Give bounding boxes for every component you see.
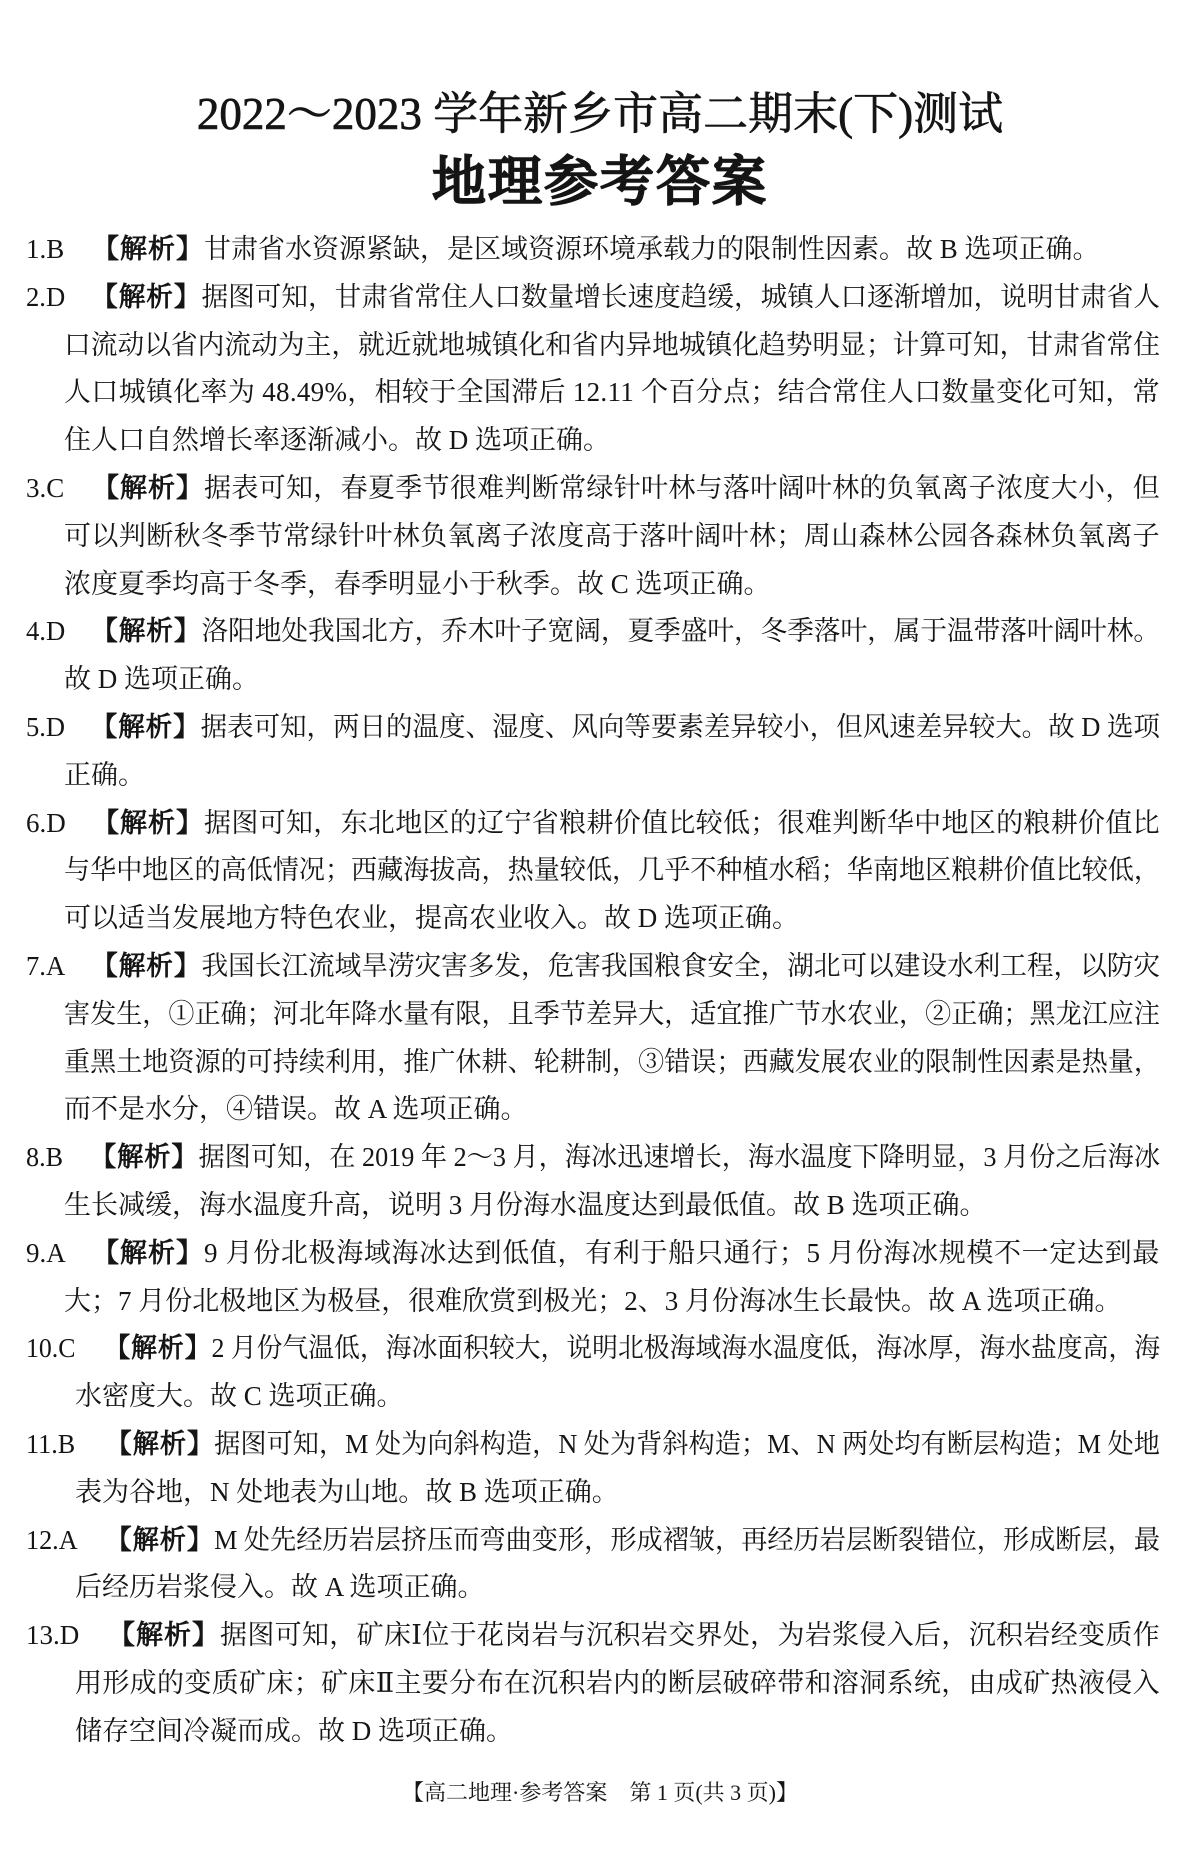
answer-text: 我国长江流域旱涝灾害多发，危害我国粮食安全，湖北可以建设水利工程，以防灾: [201, 950, 1160, 981]
answer-text: 与华中地区的高低情况；西藏海拔高，热量较低，几乎不种植水稻；华南地区粮耕价值比较低，: [64, 855, 1160, 886]
answer-line: [0, 465, 1160, 513]
line-content: [26, 1230, 1160, 1278]
line-content: [26, 1517, 1160, 1565]
answer-text: 可以判断秋冬季节常绿针叶林负氧离子浓度高于落叶阔叶林；周山森林公园各森林负氧离子: [64, 520, 1160, 551]
answer-line: [0, 1086, 1160, 1134]
line-content: [26, 608, 1160, 656]
answer-text: 甘肃省水资源紧缺，是区域资源环境承载力的限制性因素。故 B 选项正确。: [204, 234, 1100, 264]
answer-line: [0, 274, 1160, 322]
answer-line: [0, 752, 1160, 800]
answer-text: 重黑土地资源的可持续利用，推广休耕、轮耕制，③错误；西藏发展农业的限制性因素是热量，: [64, 1046, 1160, 1077]
answer-item: [0, 1325, 1200, 1421]
answer-number: 11.B: [26, 1428, 76, 1459]
answer-text: 人口城镇化率为 48.49%，相较于全国滞后 12.11 个百分点；结合常住人口数量变化可知，常: [64, 377, 1160, 408]
answer-text: M 处先经历岩层挤压而弯曲变形，形成褶皱，再经历岩层断裂错位，形成断层，最: [214, 1524, 1161, 1555]
answer-number: 6.D: [26, 807, 66, 838]
answer-line: [0, 704, 1160, 752]
line-content: [64, 895, 799, 943]
answer-line: [0, 226, 1160, 274]
line-content: [64, 656, 259, 704]
answer-text: 故 D 选项正确。: [64, 664, 259, 695]
answer-text: 2 月份气温低，海冰面积较大，说明北极海域海水温度低，海冰厚，海水盐度高，海: [211, 1333, 1160, 1364]
line-content: [75, 1373, 404, 1421]
answer-number: 1.B: [26, 234, 65, 264]
answer-text: 表为谷地，N 处地表为山地。故 B 选项正确。: [75, 1476, 619, 1507]
analysis-label: 【解析】: [92, 472, 204, 503]
answer-text: 据图可知，M 处为向斜构造，N 处为背斜构造；M、N 两处均有断层构造；M 处地: [214, 1428, 1160, 1459]
answer-text: 生长减缓，海水温度升高，说明 3 月份海水温度达到最低值。故 B 选项正确。: [64, 1189, 987, 1220]
answer-item: [0, 1134, 1200, 1230]
answer-text: 据图可知，在 2019 年 2～3 月，海冰迅速增长，海水温度下降明显，3 月份之后海冰: [198, 1142, 1161, 1173]
line-content: [75, 1469, 619, 1517]
line-content: [64, 417, 610, 465]
answer-text: 而不是水分，④错误。故 A 选项正确。: [64, 1094, 528, 1125]
answer-line: [0, 322, 1160, 370]
answer-line: [0, 656, 1160, 704]
answer-number: 8.B: [26, 1142, 64, 1173]
answer-line: [0, 1039, 1160, 1087]
analysis-label: 【解析】: [91, 281, 202, 312]
line-content: [26, 943, 1160, 991]
answer-line: [0, 1612, 1160, 1660]
line-content: [64, 991, 1160, 1039]
analysis-label: 【解析】: [92, 1237, 204, 1268]
line-content: [26, 1325, 1160, 1373]
answer-number: 7.A: [26, 950, 66, 981]
line-content: [26, 465, 1160, 513]
page-footer: 【高二地理·参考答案 第 1 页(共 3 页)】: [402, 1780, 798, 1805]
answer-line: [0, 800, 1160, 848]
answer-line: [0, 1373, 1160, 1421]
line-content: [75, 1708, 513, 1756]
answer-text: 用形成的变质矿床；矿床Ⅱ主要分布在沉积岩内的断层破碎带和溶洞系统，由成矿热液侵入: [75, 1667, 1160, 1698]
answer-line: [0, 1230, 1160, 1278]
answer-item: [0, 1612, 1200, 1755]
answer-text: 正确。: [64, 759, 145, 790]
answer-text: 后经历岩浆侵入。故 A 选项正确。: [75, 1572, 485, 1603]
answer-number: 2.D: [26, 281, 66, 312]
answer-item: [0, 274, 1200, 465]
analysis-label: 【解析】: [91, 950, 202, 981]
line-content: [64, 1182, 987, 1230]
answer-text: 住人口自然增长率逐渐减小。故 D 选项正确。: [64, 425, 610, 456]
line-content: [64, 1086, 528, 1134]
answer-line: [0, 417, 1160, 465]
analysis-label: 【解析】: [104, 1333, 212, 1364]
answer-line: [0, 561, 1160, 609]
analysis-label: 【解析】: [90, 711, 201, 742]
analysis-label: 【解析】: [89, 1142, 199, 1173]
answer-line: [0, 1469, 1160, 1517]
answer-number: 12.A: [26, 1524, 78, 1555]
line-content: [64, 752, 145, 800]
answer-item: [0, 800, 1200, 943]
line-content: [26, 1612, 1160, 1660]
answer-text: 储存空间冷凝而成。故 D 选项正确。: [75, 1715, 513, 1746]
answer-text: 大；7 月份北极地区为极昼，很难欣赏到极光；2、3 月份海冰生长最快。故 A 选项正确。: [64, 1285, 1122, 1316]
answer-line: [0, 847, 1160, 895]
analysis-label: 【解析】: [105, 1428, 215, 1459]
answer-number: 3.C: [26, 472, 65, 503]
answer-text: 口流动以省内流动为主，就近就地城镇化和省内异地城镇化趋势明显；计算可知，甘肃省常住: [64, 329, 1160, 360]
answer-text: 据表可知，春夏季节很难判断常绿针叶林与落叶阔叶林的负氧离子浓度大小，但: [204, 472, 1160, 503]
answer-text: 据图可知，甘肃省常住人口数量增长速度趋缓，城镇人口逐渐增加，说明甘肃省人: [201, 281, 1160, 312]
answer-text: 可以适当发展地方特色农业，提高农业收入。故 D 选项正确。: [64, 903, 799, 934]
line-content: [26, 226, 1100, 274]
answer-number: 4.D: [26, 616, 66, 647]
answer-number: 13.D: [26, 1620, 80, 1651]
line-content: [26, 1134, 1160, 1182]
line-content: [26, 1421, 1160, 1469]
document-subtitle: 地理参考答案: [432, 152, 768, 212]
answer-line: [0, 991, 1160, 1039]
answer-line: [0, 1660, 1160, 1708]
line-content: [64, 369, 1160, 417]
answer-text: 据图可知，矿床Ⅰ位于花岗岩与沉积岩交界处，为岩浆侵入后，沉积岩经变质作: [220, 1620, 1160, 1651]
answer-item: [0, 943, 1200, 1134]
analysis-label: 【解析】: [105, 1524, 215, 1555]
line-content: [26, 800, 1160, 848]
answer-line: [0, 1325, 1160, 1373]
answer-item: [0, 704, 1200, 800]
answer-line: [0, 1182, 1160, 1230]
answer-line: [0, 1564, 1160, 1612]
line-content: [64, 1039, 1160, 1087]
answer-text: 浓度夏季均高于冬季，春季明显小于秋季。故 C 选项正确。: [64, 568, 771, 599]
answer-list: [0, 226, 1200, 1756]
answer-line: [0, 1278, 1160, 1326]
answer-text: 洛阳地处我国北方，乔木叶子宽阔，夏季盛叶，冬季落叶，属于温带落叶阔叶林。: [201, 616, 1160, 647]
analysis-label: 【解析】: [92, 807, 204, 838]
analysis-label: 【解析】: [108, 1620, 220, 1651]
answer-item: [0, 1421, 1200, 1517]
answer-item: [0, 465, 1200, 608]
answer-line: [0, 1421, 1160, 1469]
answer-line: [0, 895, 1160, 943]
answer-line: [0, 1134, 1160, 1182]
answer-line: [0, 1517, 1160, 1565]
answer-item: [0, 608, 1200, 704]
answer-text: 害发生，①正确；河北年降水量有限，且季节差异大，适宜推广节水农业，②正确；黑龙江应注: [64, 998, 1160, 1029]
answer-item: [0, 1230, 1200, 1326]
analysis-label: 【解析】: [91, 616, 202, 647]
answer-line: [0, 369, 1160, 417]
answer-text: 9 月份北极海域海冰达到低值，有利于船只通行；5 月份海冰规模不一定达到最: [204, 1237, 1160, 1268]
line-content: [75, 1564, 485, 1612]
answer-text: 水密度大。故 C 选项正确。: [75, 1381, 404, 1412]
answer-text: 据图可知，东北地区的辽宁省粮耕价值比较低；很难判断华中地区的粮耕价值比: [204, 807, 1160, 838]
answer-line: [0, 1708, 1160, 1756]
analysis-label: 【解析】: [92, 234, 204, 264]
line-content: [26, 274, 1160, 322]
answer-number: 5.D: [26, 711, 65, 742]
answer-line: [0, 513, 1160, 561]
line-content: [26, 704, 1160, 752]
document-title: 2022～2023 学年新乡市高二期末(下)测试: [196, 89, 1004, 139]
answer-text: 据表可知，两日的温度、湿度、风向等要素差异较小，但风速差异较大。故 D 选项: [200, 711, 1161, 742]
line-content: [64, 322, 1160, 370]
line-content: [75, 1660, 1160, 1708]
answer-line: [0, 943, 1160, 991]
answer-number: 9.A: [26, 1237, 66, 1268]
line-content: [64, 561, 771, 609]
answer-item: [0, 1517, 1200, 1613]
line-content: [64, 847, 1160, 895]
answer-item: [0, 226, 1200, 274]
line-content: [64, 1278, 1122, 1326]
answer-line: [0, 608, 1160, 656]
answer-number: 10.C: [26, 1333, 76, 1364]
line-content: [64, 513, 1160, 561]
